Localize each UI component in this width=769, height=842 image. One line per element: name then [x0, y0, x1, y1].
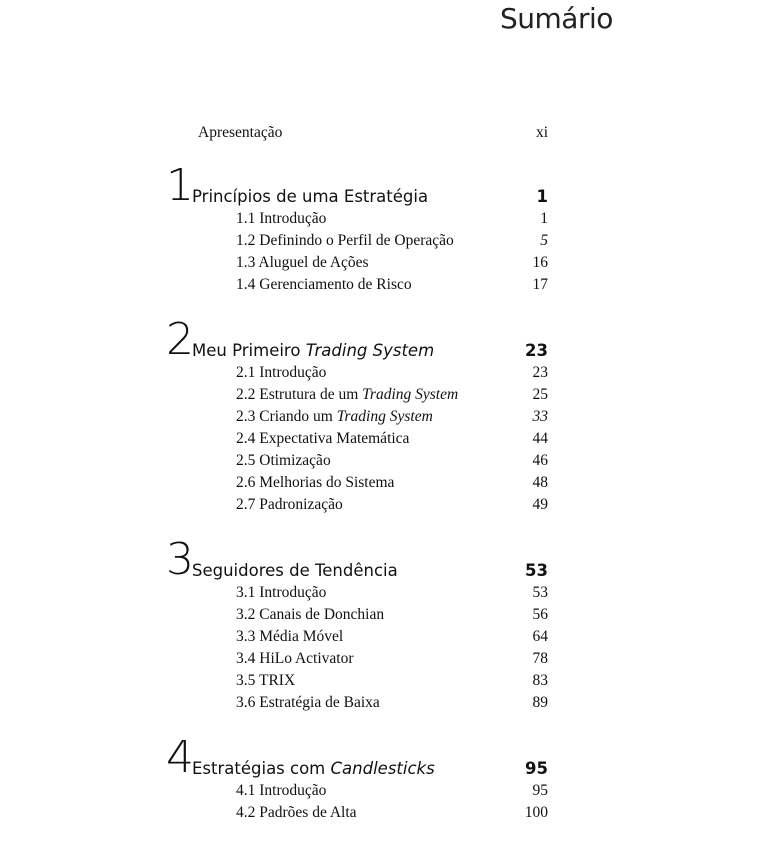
- chapter-title: Seguidores de Tendência: [192, 561, 398, 580]
- table-of-contents: [166, 160, 548, 842]
- section-entry: [236, 230, 548, 252]
- section-title: 3.2 Canais de Donchian: [236, 606, 385, 623]
- section-entry: [236, 428, 548, 450]
- section-page: 83: [532, 672, 548, 689]
- section-title: 2.5 Otimização: [236, 452, 331, 469]
- chapter-number: 4: [166, 732, 192, 783]
- chapter-heading: [166, 314, 548, 365]
- section-title: 3.5 TRIX: [236, 672, 296, 689]
- section-entry: [236, 252, 548, 274]
- section-title: 1.2 Definindo o Perfil de Operação: [236, 232, 454, 249]
- section-title-italic: Trading System: [362, 386, 459, 403]
- section-title: 2.6 Melhorias do Sistema: [236, 474, 395, 491]
- chapter-page: 1: [536, 187, 548, 206]
- section-entry: [236, 604, 548, 626]
- section-entry: [236, 472, 548, 494]
- chapter-block: [166, 160, 548, 296]
- section-page: 5: [540, 232, 548, 249]
- section-page: 44: [532, 430, 548, 447]
- section-page: 48: [532, 474, 548, 491]
- front-matter-page: xi: [535, 124, 548, 141]
- section-entry: [236, 208, 548, 230]
- section-entry: [236, 450, 548, 472]
- chapter-title: Princípios de uma Estratégia: [192, 187, 429, 206]
- section-title: 2.2 Estrutura de um Trading System: [236, 386, 459, 403]
- chapter-title: Meu Primeiro Trading System: [192, 341, 435, 360]
- section-title: 3.6 Estratégia de Baixa: [236, 694, 380, 711]
- section-entry: [236, 384, 548, 406]
- chapter-heading: [166, 534, 548, 585]
- chapter-page: 95: [525, 759, 548, 778]
- section-title: 4.2 Padrões de Alta: [236, 804, 357, 821]
- section-page: 46: [532, 452, 548, 469]
- section-title: 1.3 Aluguel de Ações: [236, 254, 369, 271]
- section-page: 100: [524, 804, 548, 821]
- chapter-block: [166, 314, 548, 516]
- section-title: 2.4 Expectativa Matemática: [236, 430, 410, 447]
- section-title: 2.3 Criando um Trading System: [236, 408, 433, 425]
- chapter-heading: [166, 160, 548, 211]
- section-page: 78: [532, 650, 548, 667]
- section-page: 17: [532, 276, 548, 293]
- section-page: 53: [532, 584, 548, 601]
- chapter-title-italic: Candlesticks: [330, 759, 435, 778]
- chapter-title: Estratégias com Candlesticks: [192, 759, 435, 778]
- section-entry: [236, 648, 548, 670]
- section-entry: [236, 626, 548, 648]
- chapter-number: 1: [166, 160, 192, 211]
- section-page: 49: [532, 496, 548, 513]
- section-entry: [236, 692, 548, 714]
- section-page: 16: [532, 254, 548, 271]
- section-title: 2.7 Padronização: [236, 496, 343, 513]
- section-title-italic: Trading System: [336, 408, 433, 425]
- section-entry: [236, 780, 548, 802]
- section-title: 3.4 HiLo Activator: [236, 650, 354, 667]
- chapter-block: [166, 732, 548, 824]
- section-entry: [236, 582, 548, 604]
- section-page: 33: [532, 408, 548, 425]
- chapter-page: 53: [525, 561, 548, 580]
- section-entry: [236, 670, 548, 692]
- page-title: Sumário: [500, 2, 613, 35]
- section-entry: [236, 406, 548, 428]
- section-title: 1.4 Gerenciamento de Risco: [236, 276, 412, 293]
- section-title: 1.1 Introdução: [236, 210, 327, 227]
- section-title: 3.3 Média Móvel: [236, 628, 344, 645]
- section-page: 89: [532, 694, 548, 711]
- section-page: 64: [532, 628, 548, 645]
- section-page: 1: [540, 210, 548, 227]
- chapter-block: [166, 534, 548, 714]
- section-page: 95: [532, 782, 548, 799]
- chapter-number: 2: [166, 314, 192, 365]
- section-page: 23: [532, 364, 548, 381]
- chapter-page: 23: [525, 341, 548, 360]
- chapter-number: 3: [166, 534, 192, 585]
- section-title: 4.1 Introdução: [236, 782, 327, 799]
- section-entry: [236, 362, 548, 384]
- front-matter-entry: [198, 124, 548, 142]
- section-page: 56: [532, 606, 548, 623]
- front-matter-label: Apresentação: [198, 124, 283, 141]
- section-entry: [236, 274, 548, 296]
- chapter-heading: [166, 732, 548, 783]
- section-title: 3.1 Introdução: [236, 584, 327, 601]
- section-entry: [236, 494, 548, 516]
- section-entry: [236, 802, 548, 824]
- section-title: 2.1 Introdução: [236, 364, 327, 381]
- section-page: 25: [532, 386, 548, 403]
- chapter-title-italic: Trading System: [305, 341, 435, 360]
